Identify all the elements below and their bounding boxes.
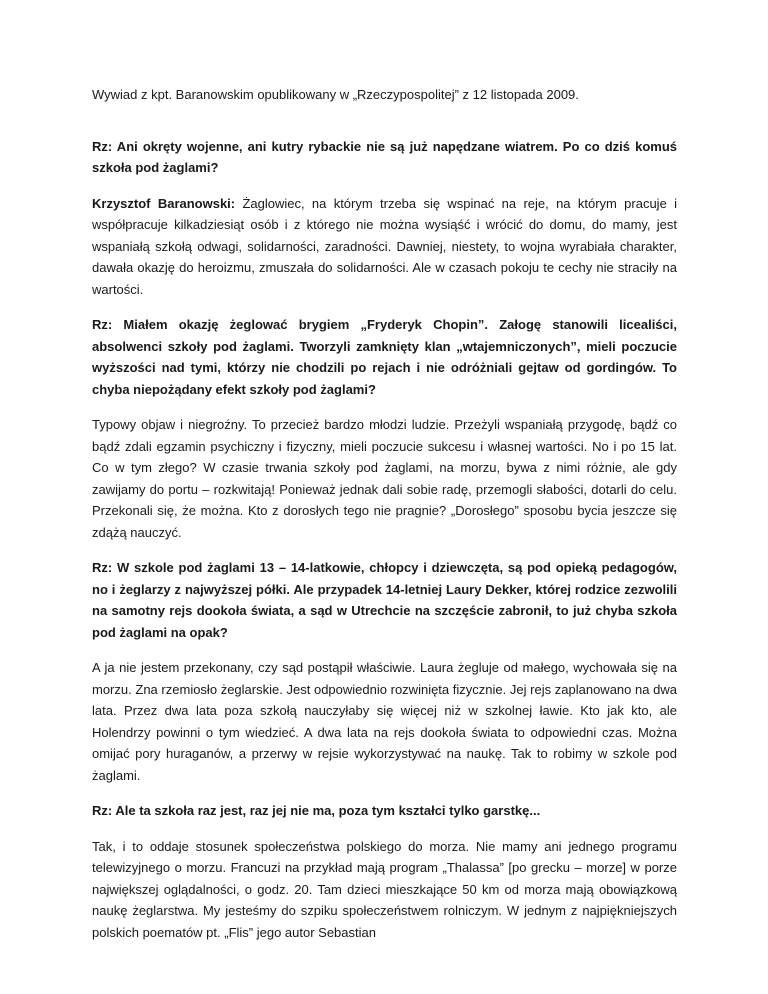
intro-line: Wywiad z kpt. Baranowskim opublikowany w „Rzeczypospolitej” z 12 listopada 2009.: [92, 87, 579, 102]
answer-1: [92, 193, 677, 301]
answer-1-text: Żaglowiec, na którym trzeba się wspinać na reje, na którym pracuje i współpracuje kilkadziesiąt osób i z którego nie można wysiąść i wrócić do domu, do mamy, jest wspaniałą szkołą odwagi, solidarności, zaradności. Dawniej, niestety, to wojna wyrabiała charakter, dawała okazję do heroizmu, zmuszała do solidarności. Ale w czasach pokoju te cechy nie straciły na wartości.: [92, 195, 678, 297]
question-4: Rz: Ale ta szkoła raz jest, raz jej nie ma, poza tym kształci tylko garstkę...: [92, 803, 541, 818]
question-3: Rz: W szkole pod żaglami 13 – 14-latkowie, chłopcy i dziewczęta, są pod opieką pedagogów, no i żeglarzy z najwyższej półki. Ale przypadek 14-letniej Laury Dekker, której rodzice zezwolili na samotny rejs dookoła świata, a sąd w Utrechcie na szczęście zabronił, to już chyba szkoła pod żaglami na opak?: [92, 560, 677, 640]
speaker-name: Krzysztof Baranowski:: [92, 195, 236, 211]
document-body: [92, 84, 677, 957]
answer-2: Typowy objaw i niegroźny. To przecież bardzo młodzi ludzie. Przeżyli wspaniałą przygodę, bądź co bądź zdali egzamin psychiczny i fizyczny, mieli poczucie sukcesu i własnej wartości. No i po 15 lat. Co w tym złego? W czasie trwania szkoły pod żaglami, na morzu, bywa z nimi różnie, ale gdy zawijamy do portu – rozkwitają! Ponieważ jednak dali sobie radę, przemogli słabości, dotarli do celu. Przekonali się, że można. Kto z dorosłych tego nie pragnie? „Dorosłego” sposobu bycia jeszcze się zdążą nauczyć.: [92, 417, 677, 540]
question-2: Rz: Miałem okazję żeglować brygiem „Fryderyk Chopin”. Załogę stanowili licealiści, absolwenci szkoły pod żaglami. Tworzyli zamknięty klan „wtajemniczonych”, mieli poczucie wyższości nad tymi, którzy nie chodzili po rejach i nie odróżniali gejtaw od gordingów. To chyba niepożądany efekt szkoły pod żaglami?: [92, 317, 677, 397]
question-1: Rz: Ani okręty wojenne, ani kutry rybackie nie są już napędzane wiatrem. Po co dziś komuś szkoła pod żaglami?: [92, 138, 677, 175]
answer-3: A ja nie jestem przekonany, czy sąd postąpił właściwie. Laura żegluje od małego, wychowała się na morzu. Zna rzemiosło żeglarskie. Jest odpowiednio rozwinięta fizycznie. Jej rejs zaplanowano na dwa lata. Przez dwa lata poza szkołą nauczyłaby się więcej niż w szkolnej ławie. Kto jak kto, ale Holendrzy powinni o tym wiedzieć. A dwa lata na rejs dookoła świata to odpowiedni czas. Można omijać pory huraganów, a przerwy w rejsie wykorzystywać na naukę. Tak to robimy w szkole pod żaglami.: [92, 660, 677, 783]
answer-4: Tak, i to oddaje stosunek społeczeństwa polskiego do morza. Nie mamy ani jednego programu telewizyjnego o morzu. Francuzi na przykład mają program „Thalassa” [po grecku – morze] w porze największej oglądalności, o godz. 20. Tam dzieci mieszkające 50 km od morza mają obowiązkową naukę żeglarstwa. My jesteśmy do szpiku społeczeństwem rolniczym. W jednym z najpiękniejszych polskich poematów pt. „Flis” jego autor Sebastian: [92, 838, 677, 940]
